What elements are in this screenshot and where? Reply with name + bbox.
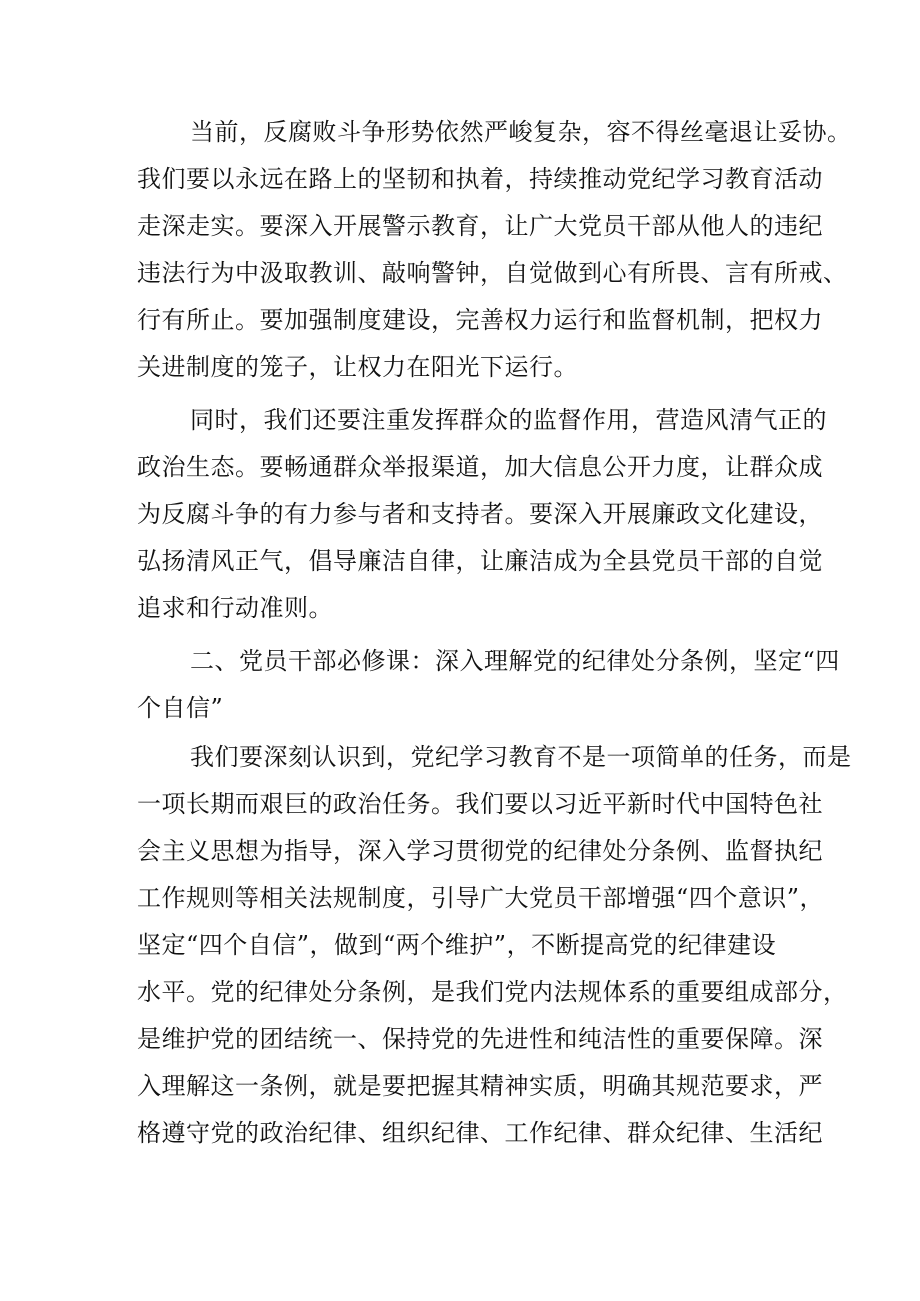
text-line-16: 坚定“四个自信”，做到“两个维护”，不断提高党的纪律建设 [137, 931, 777, 959]
text-line-8: 政治生态。要畅通群众举报渠道，加大信息公开力度，让群众成 [137, 453, 823, 481]
text-line-2: 我们要以永远在路上的坚韧和执着，持续推动党纪学习教育活动 [137, 165, 823, 193]
text-line-18: 是维护党的团结统一、保持党的先进性和纯洁性的重要保障。深 [137, 1025, 823, 1053]
text-line-9: 为反腐斗争的有力参与者和支持者。要深入开展廉政文化建设， [137, 500, 823, 528]
text-line-1: 当前，反腐败斗争形势依然严峻复杂，容不得丝毫退让妥协。 [190, 118, 852, 146]
text-line-17: 水平。党的纪律处分条例，是我们党内法规体系的重要组成部分， [137, 978, 848, 1006]
text-line-4: 违法行为中汲取教训、敲响警钟，自觉做到心有所畏、言有所戒、 [137, 259, 848, 287]
text-line-12: 我们要深刻认识到，党纪学习教育不是一项简单的任务，而是 [190, 743, 852, 771]
text-line-11: 追求和行动准则。 [137, 594, 333, 622]
text-line-14: 会主义思想为指导，深入学习贯彻党的纪律处分条例、监督执纪 [137, 837, 823, 865]
text-line-19: 入理解这一条例，就是要把握其精神实质，明确其规范要求，严 [137, 1072, 823, 1100]
text-line-7: 同时，我们还要注重发挥群众的监督作用，营造风清气正的 [190, 406, 827, 434]
text-line-3: 走深走实。要深入开展警示教育，让广大党员干部从他人的违纪 [137, 212, 823, 240]
text-line-20: 格遵守党的政治纪律、组织纪律、工作纪律、群众纪律、生活纪 [137, 1119, 823, 1147]
text-line-6: 关进制度的笼子，让权力在阳光下运行。 [137, 353, 578, 381]
text-line-13: 一项长期而艰巨的政治任务。我们要以习近平新时代中国特色社 [137, 790, 823, 818]
section-heading-line-1: 二、党员干部必修课：深入理解党的纪律处分条例，坚定“四 [190, 647, 840, 675]
section-heading-line-2: 个自信” [137, 694, 224, 722]
text-line-15: 工作规则等相关法规制度，引导广大党员干部增强“四个意识”， [137, 884, 825, 912]
text-line-10: 弘扬清风正气，倡导廉洁自律，让廉洁成为全县党员干部的自觉 [137, 547, 823, 575]
text-line-5: 行有所止。要加强制度建设，完善权力运行和监督机制，把权力 [137, 306, 823, 334]
